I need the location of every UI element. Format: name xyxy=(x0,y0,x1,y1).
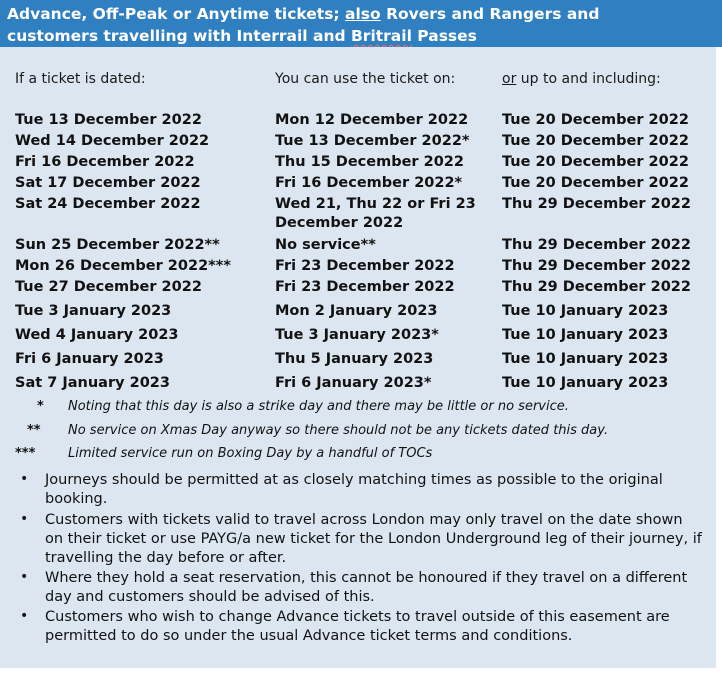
valid-until-cell: Thu 29 December 2022 xyxy=(502,237,691,253)
valid-until-cell: Thu 29 December 2022 xyxy=(502,258,691,274)
bullet-icon: • xyxy=(20,569,29,585)
valid-from-cell: Fri 23 December 2022 xyxy=(275,258,455,274)
valid-until-cell: Tue 10 January 2023 xyxy=(502,327,669,343)
header-text: Passes xyxy=(411,27,477,45)
footnote-marker: ** xyxy=(27,423,41,438)
valid-until-cell: Tue 20 December 2022 xyxy=(502,154,689,170)
header-text: Advance, Off-Peak or Anytime tickets; xyxy=(7,5,346,23)
ticket-dated-cell: Wed 4 January 2023 xyxy=(15,327,179,343)
ticket-dated-cell: Tue 3 January 2023 xyxy=(15,303,172,319)
ticket-dated-cell: Sat 7 January 2023 xyxy=(15,375,170,391)
valid-until-cell: Tue 10 January 2023 xyxy=(502,303,669,319)
valid-until-cell: Thu 29 December 2022 xyxy=(502,196,691,212)
ticket-dated-cell: Sat 24 December 2022 xyxy=(15,196,201,212)
footnote-text: Noting that this day is also a strike day and there may be little or no service. xyxy=(68,399,569,414)
header-text: customers travelling with Interrail and xyxy=(7,27,351,45)
table-body xyxy=(0,47,716,668)
valid-until-cell: Thu 29 December 2022 xyxy=(502,279,691,295)
footnote-marker: *** xyxy=(15,446,36,461)
guidance-item: Journeys should be permitted at as closely matching times as possible to the original booking. xyxy=(45,472,663,507)
section-header xyxy=(0,0,722,47)
guidance-item: Customers who wish to change Advance tickets to travel outside of this easement are permitted to do so under the usual Advance ticket terms and conditions. xyxy=(45,609,670,644)
column-header-or: or xyxy=(502,71,517,87)
valid-until-cell: Tue 20 December 2022 xyxy=(502,133,689,149)
valid-from-cell: Tue 13 December 2022* xyxy=(275,133,470,149)
valid-from-cell: Wed 21, Thu 22 or Fri 23 xyxy=(275,196,476,212)
footnote-text: Limited service run on Boxing Day by a handful of TOCs xyxy=(68,446,433,461)
column-header-use: You can use the ticket on: xyxy=(275,71,456,87)
valid-from-cell: Thu 15 December 2022 xyxy=(275,154,464,170)
valid-from-cell: Fri 23 December 2022 xyxy=(275,279,455,295)
ticket-dated-cell: Fri 6 January 2023 xyxy=(15,351,164,367)
guidance-item: Where they hold a seat reservation, this cannot be honoured if they travel on a different day and customers should be advised of this. xyxy=(45,570,688,605)
footnote-marker: * xyxy=(37,399,44,414)
header-line-2 xyxy=(7,25,722,47)
valid-from-cell: Mon 12 December 2022 xyxy=(275,112,469,128)
column-header-until xyxy=(502,71,661,87)
ticket-dated-cell: Tue 13 December 2022 xyxy=(15,112,202,128)
valid-from-cell: Thu 5 January 2023 xyxy=(275,351,434,367)
bullet-icon: • xyxy=(20,471,29,487)
header-also: also xyxy=(345,5,381,23)
guidance-item: Customers with tickets valid to travel across London may only travel on the date shown on their ticket or use PAYG/a new ticket for the London Underground leg of their journey, if travelling the day before or after. xyxy=(45,512,702,566)
bullet-icon: • xyxy=(20,608,29,624)
valid-from-cell: No service** xyxy=(275,237,376,253)
valid-from-cell: Fri 6 January 2023* xyxy=(275,375,432,391)
header-text: Rovers and Rangers and xyxy=(380,5,600,23)
ticket-dated-cell: Tue 27 December 2022 xyxy=(15,279,202,295)
valid-until-cell: Tue 10 January 2023 xyxy=(502,375,669,391)
header-britrail: Britrail xyxy=(350,27,412,45)
column-header-dated: If a ticket is dated: xyxy=(15,71,146,87)
valid-from-cell: Fri 16 December 2022* xyxy=(275,175,463,191)
valid-until-cell: Tue 10 January 2023 xyxy=(502,351,669,367)
footnote-text: No service on Xmas Day anyway so there should not be any tickets dated this day. xyxy=(68,423,609,438)
ticket-dated-cell: Sat 17 December 2022 xyxy=(15,175,201,191)
valid-from-cell: Tue 3 January 2023* xyxy=(275,327,439,343)
valid-until-cell: Tue 20 December 2022 xyxy=(502,112,689,128)
bullet-icon: • xyxy=(20,511,29,527)
column-header-rest: up to and including: xyxy=(516,71,661,87)
valid-from-cell: Mon 2 January 2023 xyxy=(275,303,438,319)
ticket-dated-cell: Fri 16 December 2022 xyxy=(15,154,195,170)
valid-from-cell-continued: December 2022 xyxy=(275,215,404,231)
ticket-dated-cell: Wed 14 December 2022 xyxy=(15,133,210,149)
ticket-dated-cell: Mon 26 December 2022*** xyxy=(15,258,231,274)
ticket-dated-cell: Sun 25 December 2022** xyxy=(15,237,220,253)
valid-until-cell: Tue 20 December 2022 xyxy=(502,175,689,191)
header-line-1 xyxy=(7,3,722,25)
